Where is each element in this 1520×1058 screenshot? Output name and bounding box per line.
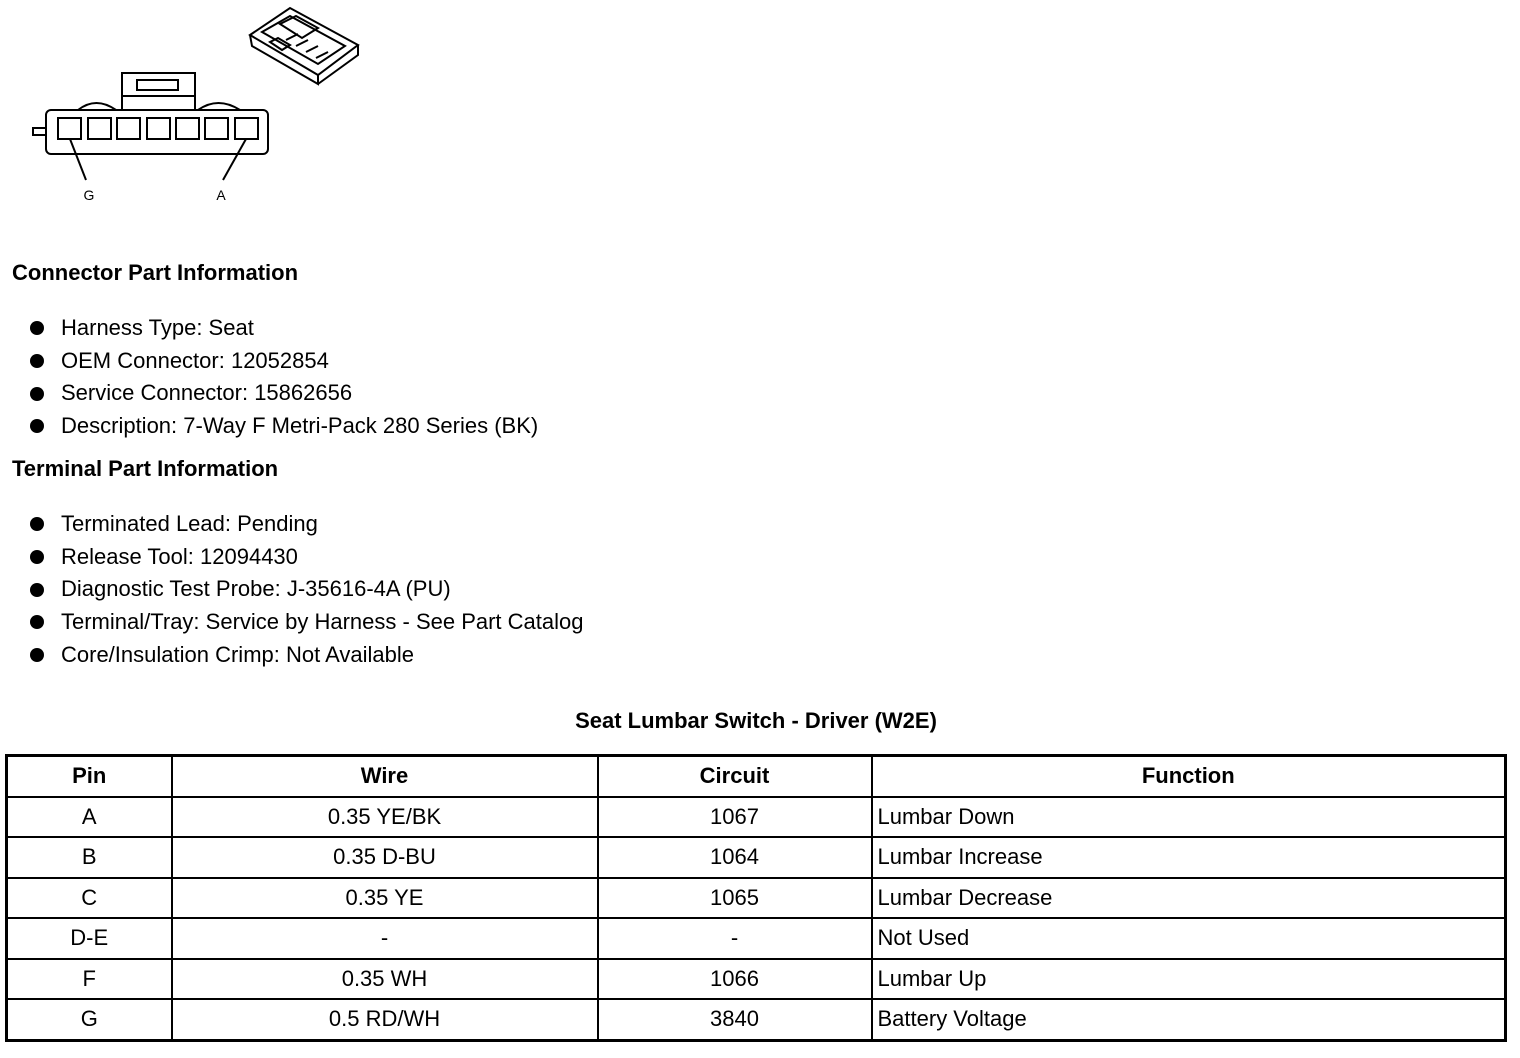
list-item-text: Terminated Lead: Pending	[61, 511, 318, 536]
pin-cell: G	[7, 999, 172, 1040]
wire-cell: 0.35 WH	[172, 959, 598, 1000]
bullet-icon	[30, 615, 44, 629]
table-header-row	[7, 756, 1506, 797]
circuit-cell: -	[598, 918, 872, 959]
list-item	[28, 508, 584, 541]
column-header-pin: Pin	[7, 756, 172, 797]
list-item	[28, 410, 538, 443]
list-item	[28, 377, 538, 410]
bullet-icon	[30, 517, 44, 531]
list-item	[28, 606, 584, 639]
table-row	[7, 959, 1506, 1000]
function-cell: Lumbar Increase	[872, 837, 1506, 878]
list-item-text: Harness Type: Seat	[61, 315, 254, 340]
function-cell: Not Used	[872, 918, 1506, 959]
pin-table	[5, 754, 1507, 1042]
bullet-icon	[30, 550, 44, 564]
circuit-cell: 1064	[598, 837, 872, 878]
terminal-cavity-e	[117, 118, 140, 139]
column-header-function: Function	[872, 756, 1506, 797]
terminal-cavity-d	[147, 118, 170, 139]
list-item-text: Release Tool: 12094430	[61, 543, 298, 569]
bullet-icon	[30, 354, 44, 368]
table-row	[7, 797, 1506, 838]
list-item-text: Core/Insulation Crimp: Not Available	[61, 641, 414, 667]
bullet-icon	[30, 419, 44, 433]
function-cell: Battery Voltage	[872, 999, 1506, 1040]
function-cell: Lumbar Down	[872, 797, 1506, 838]
column-header-circuit: Circuit	[598, 756, 872, 797]
table-row	[7, 878, 1506, 919]
list-item-text: OEM Connector: 12052854	[61, 347, 329, 373]
connector-info-heading: Connector Part Information	[12, 260, 299, 285]
wire-cell: -	[172, 918, 598, 959]
table-row	[7, 918, 1506, 959]
bullet-icon	[30, 583, 44, 597]
circuit-cell: 1066	[598, 959, 872, 1000]
pin-cell: F	[7, 959, 172, 1000]
terminal-cavity-g	[58, 118, 81, 139]
pin-label-g: G	[83, 187, 95, 203]
pin-cell: D-E	[7, 918, 172, 959]
list-item	[28, 639, 584, 672]
leader-line-g	[70, 139, 86, 180]
bullet-icon	[30, 387, 44, 401]
bullet-icon	[30, 648, 44, 662]
list-item	[28, 312, 538, 345]
terminal-cavity-f	[88, 118, 111, 139]
list-item	[28, 345, 538, 378]
pin-cell: C	[7, 878, 172, 919]
circuit-cell: 1067	[598, 797, 872, 838]
terminal-info-heading: Terminal Part Information	[12, 456, 279, 481]
column-header-wire: Wire	[172, 756, 598, 797]
pin-cell: B	[7, 837, 172, 878]
circuit-cell: 1065	[598, 878, 872, 919]
list-item-text: Description: 7-Way F Metri-Pack 280 Series (BK)	[61, 413, 539, 439]
list-item-text: Service Connector: 15862656	[61, 380, 353, 406]
table-row	[7, 999, 1506, 1040]
terminal-cavity-b	[205, 118, 228, 139]
connector-face-diagram	[0, 0, 380, 215]
wire-cell: 0.5 RD/WH	[172, 999, 598, 1040]
connector-face	[33, 73, 268, 154]
wire-cell: 0.35 D-BU	[172, 837, 598, 878]
list-item	[28, 573, 584, 606]
connector-iso-view	[250, 8, 358, 84]
function-cell: Lumbar Up	[872, 959, 1506, 1000]
terminal-cavity-a	[235, 118, 258, 139]
table-row	[7, 837, 1506, 878]
pin-label-a: A	[216, 187, 226, 203]
list-item	[28, 541, 584, 574]
leader-line-a	[223, 139, 246, 180]
wire-cell: 0.35 YE/BK	[172, 797, 598, 838]
terminal-info-list	[28, 508, 584, 671]
function-cell: Lumbar Decrease	[872, 878, 1506, 919]
terminal-cavity-c	[176, 118, 199, 139]
list-item-text: Diagnostic Test Probe: J-35616-4A (PU)	[61, 576, 451, 602]
pin-cell: A	[7, 797, 172, 838]
wire-cell: 0.35 YE	[172, 878, 598, 919]
connector-info-list	[28, 312, 538, 443]
bullet-icon	[30, 321, 44, 335]
table-title: Seat Lumbar Switch - Driver (W2E)	[575, 708, 937, 733]
circuit-cell: 3840	[598, 999, 872, 1040]
list-item-text: Terminal/Tray: Service by Harness - See Part Catalog	[61, 609, 584, 635]
